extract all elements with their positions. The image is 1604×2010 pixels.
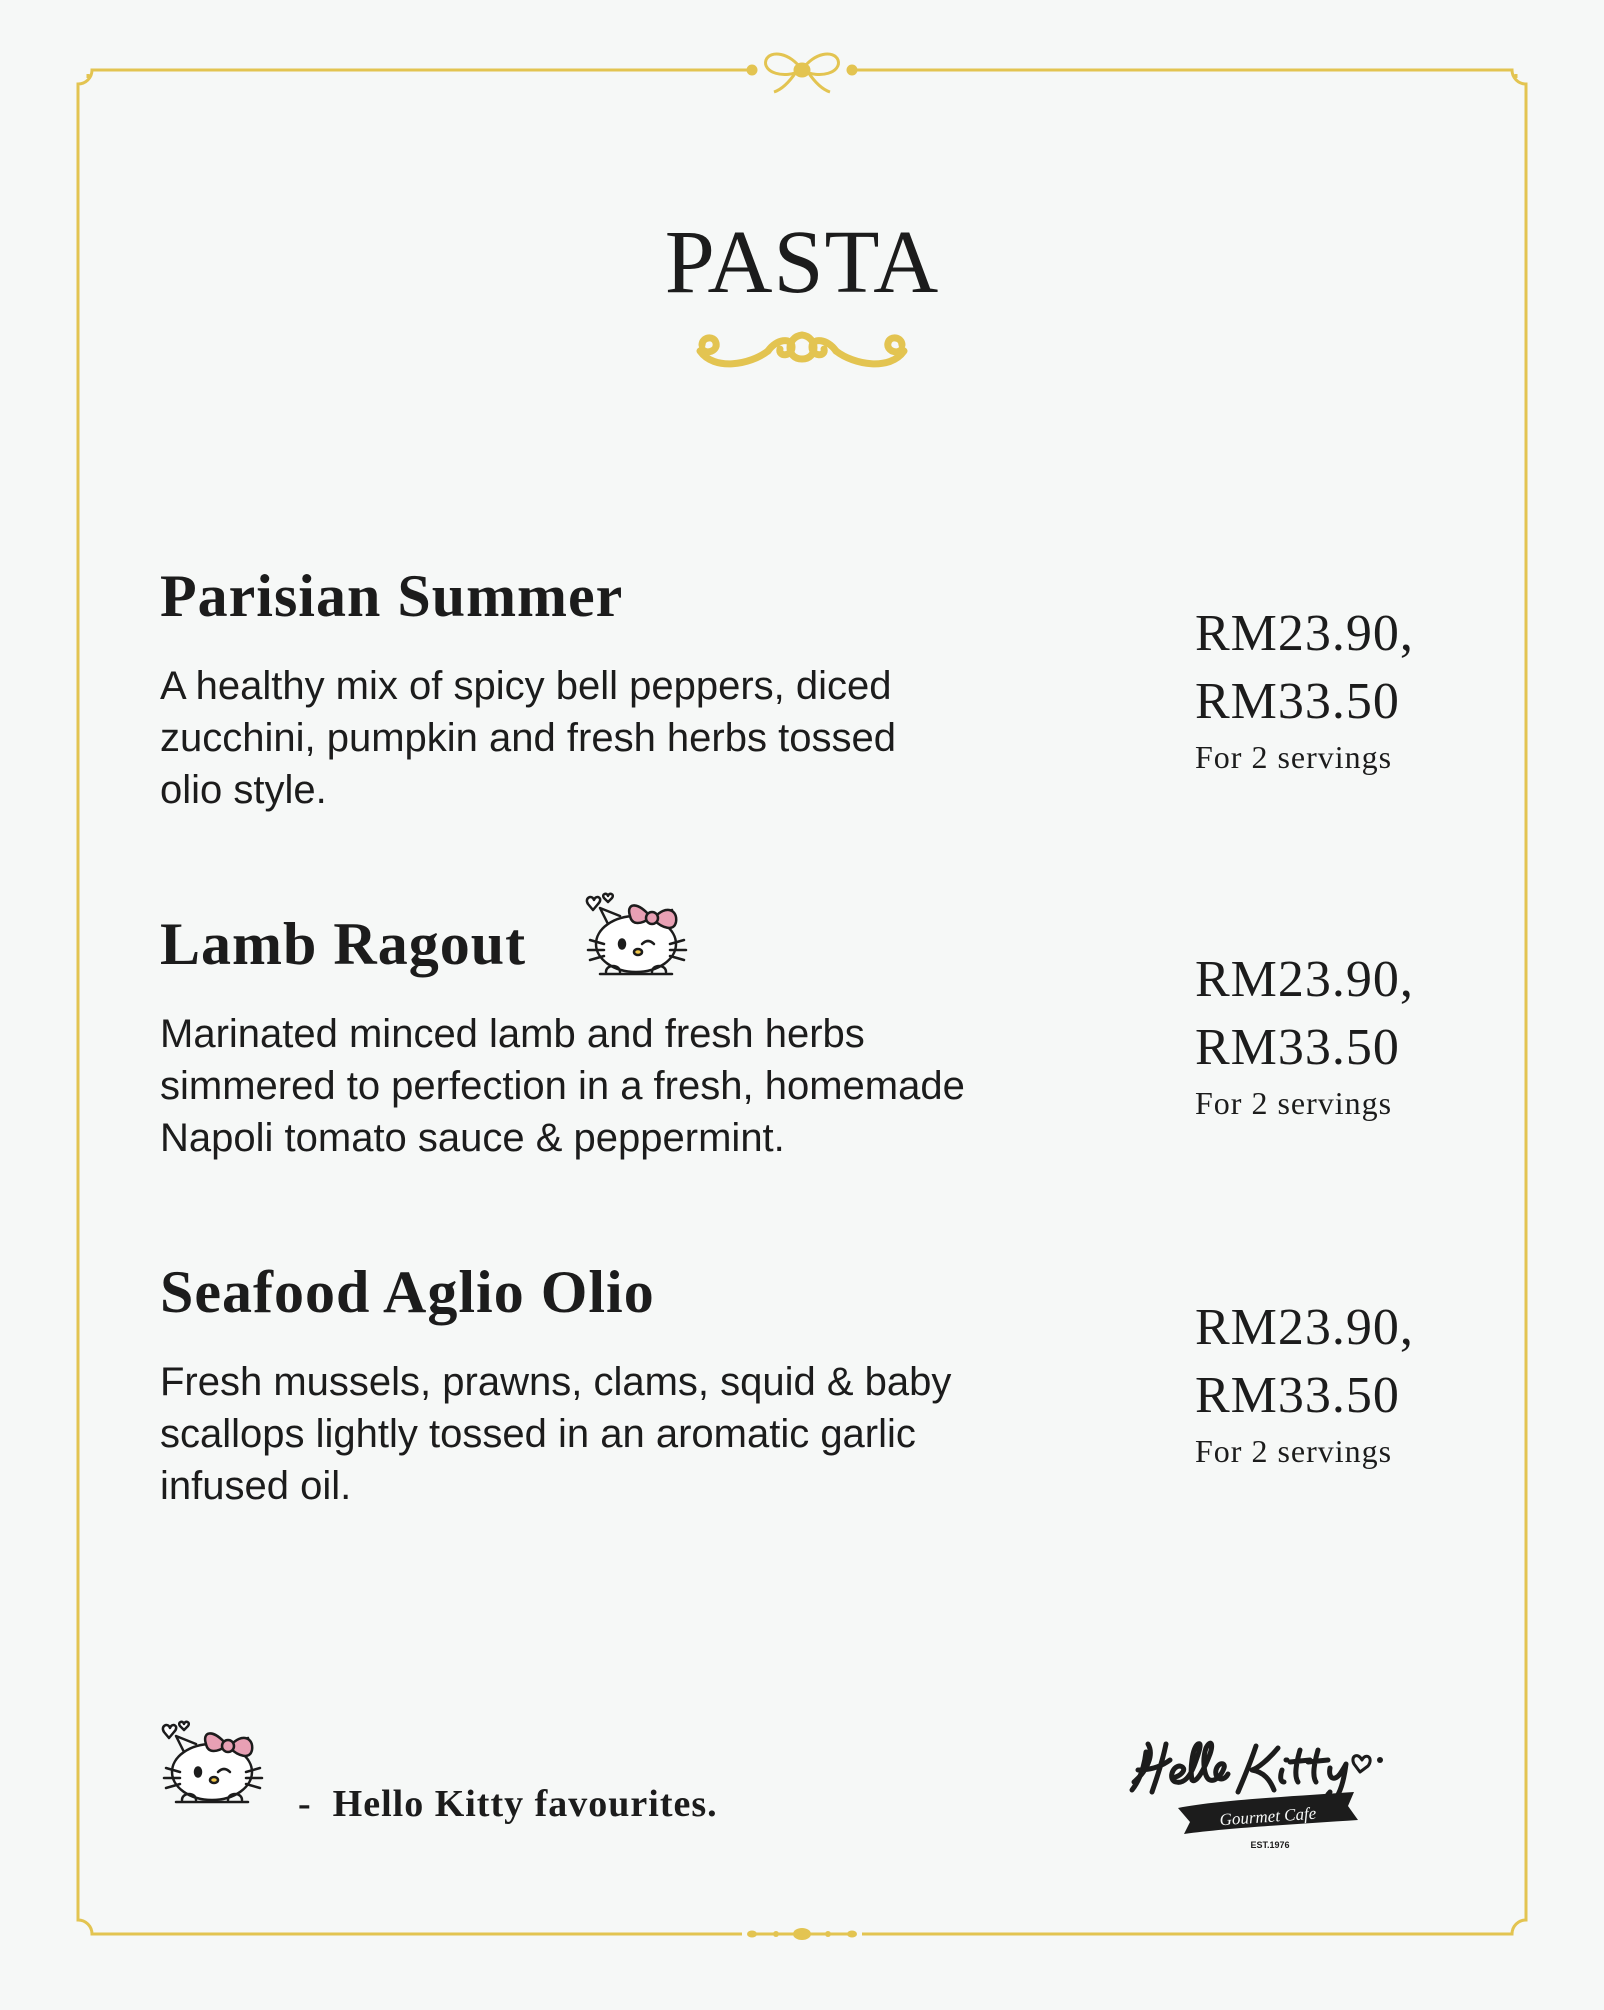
menu-title: PASTA <box>664 213 940 312</box>
logo-established: EST.1976 <box>1250 1840 1290 1850</box>
price-double: RM33.50 <box>1195 673 1400 730</box>
price-double: RM33.50 <box>1195 1019 1400 1076</box>
top-bow-ornament <box>748 54 856 92</box>
title-scroll-ornament <box>680 315 924 379</box>
legend-text: Hello Kitty favourites. <box>332 1783 718 1825</box>
serving-note: For 2 servings <box>1195 1433 1393 1469</box>
price-block-parisian-summer <box>1195 600 1515 776</box>
item-description: Fresh mussels, prawns, clams, squid & baby scallops lightly tossed in an aromatic garlic infused oil. <box>160 1360 952 1508</box>
item-description: A healthy mix of spicy bell peppers, diced zucchini, pumpkin and fresh herbs tossed olio style. <box>160 664 896 812</box>
serving-note: For 2 servings <box>1195 739 1393 775</box>
price-block-seafood-aglio-olio <box>1195 1294 1515 1470</box>
serving-note: For 2 servings <box>1195 1085 1393 1121</box>
hello-kitty-favourite-icon <box>580 890 692 982</box>
item-name: Parisian Summer <box>160 563 624 629</box>
price-single: RM23.90, <box>1195 951 1414 1008</box>
bottom-dot-ornament <box>742 1926 862 1942</box>
logo-subtitle: Gourmet Cafe <box>1218 1803 1317 1830</box>
legend-label <box>298 1782 718 1826</box>
menu-item-seafood-aglio-olio <box>160 1259 1060 1512</box>
legend-hello-kitty-icon <box>156 1718 268 1810</box>
price-single: RM23.90, <box>1195 605 1414 662</box>
price-double: RM33.50 <box>1195 1367 1400 1424</box>
item-name: Seafood Aglio Olio <box>160 1259 655 1325</box>
legend-dash: - <box>298 1783 312 1825</box>
item-description: Marinated minced lamb and fresh herbs simmered to perfection in a fresh, homemade Napoli tomato sauce & peppermint. <box>160 1012 965 1160</box>
menu-item-parisian-summer <box>160 563 1060 816</box>
price-block-lamb-ragout <box>1195 946 1515 1122</box>
hello-kitty-gourmet-cafe-logo <box>1118 1730 1458 1860</box>
item-name: Lamb Ragout <box>160 911 527 977</box>
price-single: RM23.90, <box>1195 1299 1414 1356</box>
